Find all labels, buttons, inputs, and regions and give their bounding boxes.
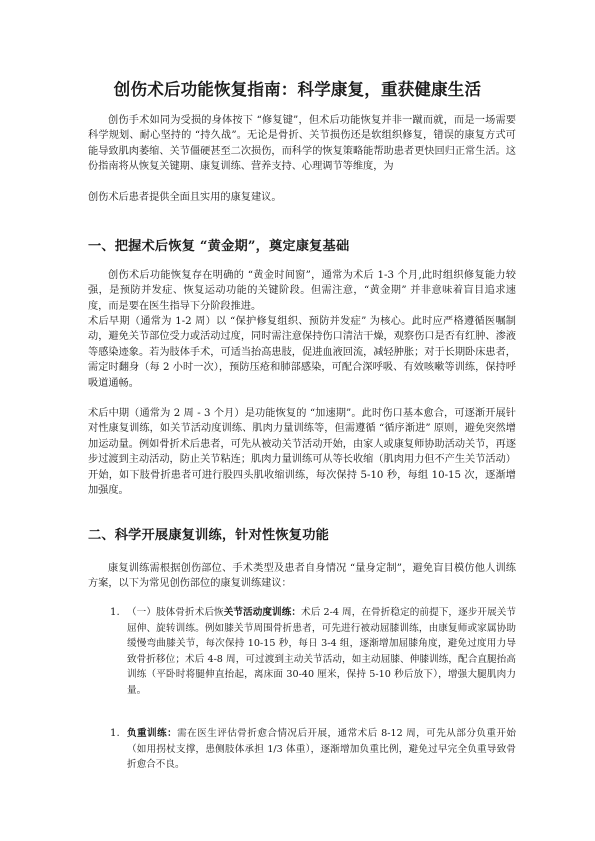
list-item-text: 需在医生评估骨折愈合情况后开展，通常术后 8-12 周，可先从部分负重开始（如用拐杖支撑，患侧肢体承担 1/3 体重），逐渐增加负重比例，避免过早完全负重导致骨折愈合不良。 (127, 728, 517, 771)
section-1-paragraph-1: 创伤术后功能恢复存在明确的 “黄金时间窗”，通常为术后 1-3 个月,此时组织修复能力较强，是预防并发症、恢复运动功能的关键阶段。但需注意，“黄金期” 并非意味着盲目追求速度，而是要在医生指导下分阶段推进。 (88, 270, 516, 312)
section-1-paragraph-3: 术后中期（通常为 2 周 - 3 个月）是功能恢复的 “加速期”。此时伤口基本愈合，可逐渐开展针对性康复训练，如关节活动度训练、肌肉力量训练等，但需遵循 “循序渐进” 原则，避免突然增加运动量。例如骨折术后患者，可先从被动关节活动开始，由家人或康复师协助活动关节，再逐步过渡到主动活动，防止关节粘连；肌肉力量训练可从等长收缩（肌肉用力但不产生关节活动）开始，如下肢骨折患者可进行股四头肌收缩训练，每次保持 5-10 秒，每组 10-15 次，逐渐增加强度。 (88, 408, 516, 497)
list-item-term: 负重训练： (127, 728, 178, 739)
list-item-number: 1. (110, 728, 120, 739)
list-item-text: 术后 2-4 周，在骨折稳定的前提下，逐步开展关节屈伸、旋转训练。例如膝关节周围骨折患者，可先进行被动屈膝训练，由康复师或家属协助缓慢弯曲膝关节，每次保持 10-15 秒，每日 3-4 组，逐渐增加屈膝角度，避免过度用力导致骨折移位；术后 4-8 周，可过渡到主动关节活动，如主动屈膝、伸膝训练，配合直腿抬高训练（平卧时将腿伸直抬起，离床面 30-40 厘米，保持 5-10 秒后放下），增强大腿肌肉力量。 (127, 607, 517, 696)
list-item-prefix: （一）肢体骨折术后恢 (127, 607, 224, 618)
intro-paragraph-tail: 创伤术后患者提供全面且实用的康复建议。 (88, 192, 282, 203)
list-item (110, 605, 516, 699)
list-item-body (127, 726, 516, 773)
section-2-heading: 二、科学开展康复训练，针对性恢复功能 (88, 528, 329, 543)
list-item-number: 1. (110, 607, 120, 618)
section-2-paragraph-1: 康复训练需根据创伤部位、手术类型及患者自身情况 “量身定制”，避免盲目模仿他人训练方案，以下为常见创伤部位的康复训练建议： (88, 563, 516, 590)
document-title: 创伤术后功能恢复指南：科学康复，重获健康生活 (113, 80, 482, 99)
intro-paragraph: 创伤手术如同为受损的身体按下 “修复键”，但术后功能恢复并非一蹴而就，而是一场需要科学规划、耐心坚持的 “持久战”。无论是骨折、关节损伤还是软组织修复，错误的康复方式可能导致肌肉萎缩、关节僵硬甚至二次损伤，而科学的恢复策略能帮助患者更快回归正常生活。这份指南将从恢复关键期、康复训练、营养支持、心理调节等维度，为 (88, 115, 516, 173)
section-1-heading: 一、把握术后恢复 “黄金期”，奠定康复基础 (88, 239, 350, 254)
list-item-body (127, 605, 516, 699)
list-item (110, 726, 516, 773)
list-item-term: 关节活动度训练： (223, 607, 302, 618)
section-1-paragraph-2: 术后早期（通常为 1-2 周）以 “保护修复组织、预防并发症” 为核心。此时应严格遵循医嘱制动，避免关节部位受力或活动过度，同时需注意保持伤口清洁干燥，观察伤口是否有红肿、渗液等感染迹象。若为肢体手术，可适当抬高患肢，促进血液回流，减轻肿胀；对于长期卧床患者，需定时翻身（每 2 小时一次），预防压疮和肺部感染，可配合深呼吸、有效咳嗽等训练，保持呼吸道通畅。 (88, 316, 516, 389)
